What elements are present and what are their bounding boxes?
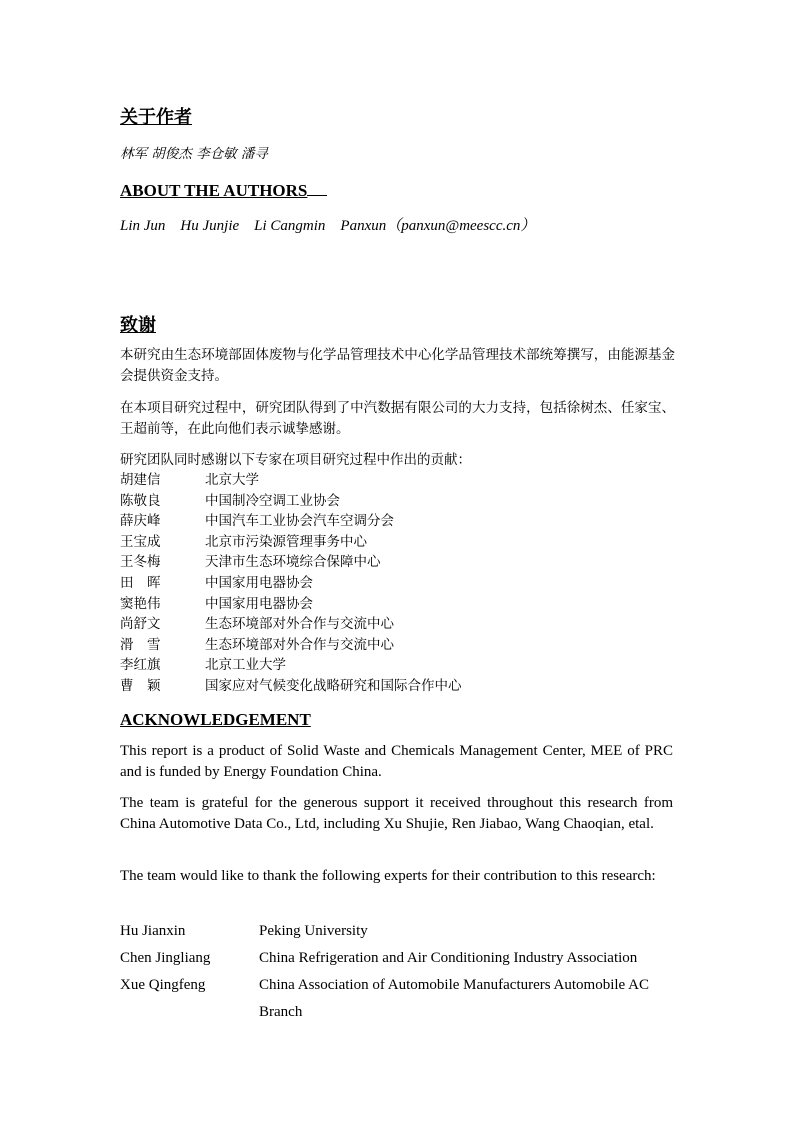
about-authors-cn-heading: 关于作者 xyxy=(120,107,192,128)
list-item xyxy=(120,491,675,512)
expert-org: 生态环境部对外合作与交流中心 xyxy=(205,616,394,633)
list-item xyxy=(120,614,675,635)
expert-org: 北京工业大学 xyxy=(205,657,286,674)
expert-name: Chen Jingliang xyxy=(120,950,211,966)
list-item xyxy=(120,511,675,532)
authors-cn-list: 林军 胡俊杰 李仓敏 潘寻 xyxy=(120,146,268,162)
experts-en-list xyxy=(120,918,675,1026)
expert-org: 天津市生态环境综合保障中心 xyxy=(205,554,381,571)
ack-cn-paragraph-1: 本研究由生态环境部固体废物与化学品管理技术中心化学品管理技术部统筹撰写，由能源基金会提供资金支持。 xyxy=(120,347,675,384)
experts-cn-list xyxy=(120,470,675,697)
ack-cn-intro: 研究团队同时感谢以下专家在项目研究过程中作出的贡献： xyxy=(120,452,471,468)
list-item xyxy=(120,594,675,615)
list-item xyxy=(120,945,675,972)
expert-name: 陈敬良 xyxy=(120,492,161,509)
list-item xyxy=(120,470,675,491)
ack-en-paragraph-2: The team is grateful for the generous support it received throughout this research from China Automotive Data Co., Ltd, including Xu Shujie, Ren Jiabao, Wang Chaoqian, etal. xyxy=(120,795,673,832)
ack-en-paragraph-1: This report is a product of Solid Waste and Chemicals Management Center, MEE of PRC and is funded by Energy Foundation China. xyxy=(120,743,673,780)
expert-name: 胡建信 xyxy=(120,472,161,488)
expert-name: 王冬梅 xyxy=(120,554,161,571)
expert-name: 尚舒文 xyxy=(120,616,161,633)
acknowledgement-cn-heading: 致谢 xyxy=(120,315,156,336)
expert-org: 中国制冷空调工业协会 xyxy=(205,492,340,509)
list-item xyxy=(120,532,675,553)
expert-name: 窦艳伟 xyxy=(120,595,161,612)
list-item xyxy=(120,655,675,676)
expert-name: 曹 颖 xyxy=(120,677,161,694)
expert-org: 中国汽车工业协会汽车空调分会 xyxy=(205,513,394,530)
expert-name: 滑 雪 xyxy=(120,636,161,653)
about-authors-en-heading: ABOUT THE AUTHORS xyxy=(120,181,327,201)
expert-org: Peking University xyxy=(259,923,368,939)
expert-org: 中国家用电器协会 xyxy=(205,595,313,612)
list-item xyxy=(120,635,675,656)
list-item xyxy=(120,552,675,573)
expert-org: China Refrigeration and Air Conditioning Industry Association xyxy=(259,950,638,966)
list-item xyxy=(120,676,675,697)
expert-name: 薛庆峰 xyxy=(120,513,161,530)
heading-underline-tail xyxy=(307,181,327,196)
expert-org: 北京大学 xyxy=(205,472,259,488)
expert-name: Hu Jianxin xyxy=(120,923,186,939)
expert-org: China Association of Automobile Manufacturers Automobile AC Branch xyxy=(259,977,649,1020)
expert-org: 北京市污染源管理事务中心 xyxy=(205,533,367,550)
expert-name: Xue Qingfeng xyxy=(120,977,206,993)
list-item xyxy=(120,918,675,945)
expert-org: 生态环境部对外合作与交流中心 xyxy=(205,636,394,653)
ack-cn-paragraph-2: 在本项目研究过程中，研究团队得到了中汽数据有限公司的大力支持，包括徐树杰、任家宝、王超前等，在此向他们表示诚挚感谢。 xyxy=(120,400,675,437)
list-item xyxy=(120,972,675,1026)
expert-org: 中国家用电器协会 xyxy=(205,574,313,591)
expert-name: 田 晖 xyxy=(120,574,161,591)
acknowledgement-en-heading: ACKNOWLEDGEMENT xyxy=(120,710,311,729)
ack-en-paragraph-3: The team would like to thank the following experts for their contribution to this research: xyxy=(120,868,656,884)
expert-org: 国家应对气候变化战略研究和国际合作中心 xyxy=(205,677,462,694)
list-item xyxy=(120,573,675,594)
expert-name: 王宝成 xyxy=(120,533,161,550)
expert-name: 李红旗 xyxy=(120,657,161,674)
authors-en-list: Lin Jun Hu Junjie Li Cangmin Panxun（panxun@meescc.cn） xyxy=(120,218,536,234)
